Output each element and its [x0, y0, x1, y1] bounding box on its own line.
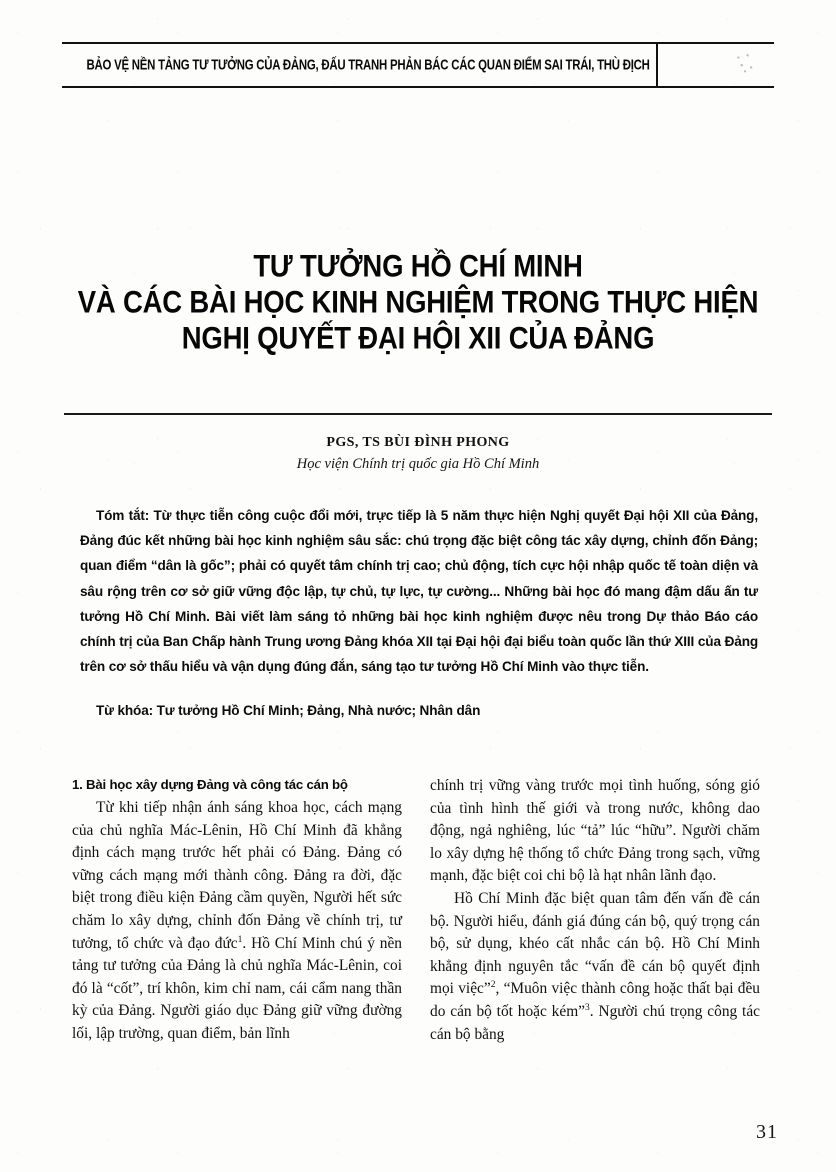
running-header-label: BẢO VỆ NỀN TẢNG TƯ TƯỞNG CỦA ĐẢNG, ĐẤU TRANH PHẢN BÁC CÁC QUAN ĐIỂM SAI TRÁI, THÙ ĐỊCH: [86, 56, 650, 74]
footnote-marker: 3: [585, 1002, 590, 1013]
author-affiliation: Học viện Chính trị quốc gia Hồ Chí Minh: [296, 456, 540, 472]
paragraph: Từ khi tiếp nhận ánh sáng khoa học, cách mạng của chủ nghĩa Mác-Lênin, Hồ Chí Minh đã khẳng định cách mạng trước hết phải có Đảng. Đảng có vững cách mạng mới thành công. Đảng ra đời, đặc biệt trong điều kiện Đảng cầm quyền, Người hết sức chăm lo xây dựng, chỉnh đốn Đảng về chính trị, tư tưởng, tổ chức và đạo đức$^1$. Hồ Chí Minh chú ý nền tảng tư tưởng của Đảng là chủ nghĩa Mác-Lênin, coi đó là “cốt”, trí khôn, kim chỉ nam, cái cẩm nang thần kỳ của Đảng. Người giáo dục Đảng giữ vững đường lối, lập trường, quan điểm, bản lĩnh: [72, 799, 402, 1042]
title-line-1: [62, 248, 774, 284]
running-header: [62, 42, 774, 88]
body-column-right: [430, 775, 760, 1123]
title-line-3: [62, 320, 774, 356]
paragraph-text: Từ khi tiếp nhận ánh sáng khoa học, cách mạng của chủ nghĩa Mác-Lênin, Hồ Chí Minh đã khẳng định cách mạng trước hết phải có Đảng. Đảng có vững cách mạng mới thành công. Đảng ra đời, đặc biệt trong điều kiện Đảng cầm quyền, Người hết sức chăm lo xây dựng, chỉnh đốn Đảng về chính trị, tư tưởng, tổ chức và đạo đức: [72, 799, 402, 952]
abstract-text: Từ thực tiễn công cuộc đổi mới, trực tiếp là 5 năm thực hiện Nghị quyết Đại hội XII của Đảng, Đảng đúc kết những bài học kinh nghiệm sâu sắc: chú trọng đặc biệt công tác xây dựng, chỉnh đốn Đảng; quan điểm “dân là gốc”; phải có quyết tâm chính trị cao; chủ động, tích cực hội nhập quốc tế toàn diện và sâu rộng trên cơ sở giữ vững độc lập, tự chủ, tự lực, tự cường... Những bài học đó mang đậm dấu ấn tư tưởng Hồ Chí Minh. Bài viết làm sáng tỏ những bài học kinh nghiệm được nêu trong Dự thảo Báo cáo chính trị của Ban Chấp hành Trung ương Đảng khóa XII tại Đại hội đại biểu toàn quốc lần thứ XIII của Đảng trên cơ sở thấu hiểu và vận dụng đúng đắn, sáng tạo tư tưởng Hồ Chí Minh vào thực tiễn.: [80, 508, 758, 675]
paragraph-text-cont: “Muôn việc thành công hoặc thất bại đều do cán bộ tốt hoặc kém”: [430, 980, 760, 1020]
paragraph-text-cont: Hồ Chí Minh chú ý nền tảng tư tưởng của Đảng là chủ nghĩa Mác-Lênin, coi đó là “cốt”, trí khôn, kim chỉ nam, cái cẩm nang thần kỳ của Đảng. Người giáo dục Đảng giữ vững đường lối, lập trường, quan điểm, bản lĩnh: [72, 934, 402, 1042]
article-title: [62, 248, 774, 355]
scan-noise-icon: [734, 52, 756, 74]
paragraph-text: Hồ Chí Minh đặc biệt quan tâm đến vấn đề cán bộ. Người hiểu, đánh giá đúng cán bộ, quý trọng cán bộ, sử dụng, khéo cất nhắc cán bộ. Hồ Chí Minh khẳng định nguyên tắc “vấn đề cán bộ quyết định mọi việc”: [430, 889, 760, 998]
paragraph: [430, 775, 760, 888]
title-divider-rule: [64, 413, 772, 415]
byline: [62, 432, 774, 476]
paragraph: Hồ Chí Minh đặc biệt quan tâm đến vấn đề cán bộ. Người hiểu, đánh giá đúng cán bộ, quý trọng cán bộ, sử dụng, khéo cất nhắc cán bộ. Hồ Chí Minh khẳng định nguyên tắc “vấn đề cán bộ quyết định mọi việc”$^2$, “Muôn việc thành công hoặc thất bại đều do cán bộ tốt hoặc kém”$^3$. Người chú trọng công tác cán bộ bằng: [430, 889, 760, 1043]
running-header-divider: [656, 44, 658, 86]
abstract-label: Tóm tắt:: [96, 508, 150, 523]
title-line-2: [62, 284, 774, 320]
keywords-block: [80, 700, 758, 722]
title-line-3-text: NGHỊ QUYẾT ĐẠI HỘI XII CỦA ĐẢNG: [181, 319, 655, 355]
body-column-left: [72, 775, 402, 1123]
body-columns: [72, 775, 766, 1123]
page-number: 31: [756, 1121, 778, 1143]
paragraph-text-tail: Người chú trọng công tác cán bộ bằng: [430, 1002, 760, 1043]
running-header-text: [62, 58, 654, 72]
footnote-marker: 2: [490, 980, 496, 991]
abstract-block: [80, 503, 758, 679]
footnote-marker: 1: [237, 934, 243, 945]
keywords-text: Tư tưởng Hồ Chí Minh; Đảng, Nhà nước; Nhân dân: [156, 703, 481, 718]
author-name: PGS, TS BÙI ĐÌNH PHONG: [326, 435, 510, 450]
keywords-label: Từ khóa:: [96, 703, 153, 718]
running-header-end-box: [660, 44, 774, 86]
title-line-2-text: VÀ CÁC BÀI HỌC KINH NGHIỆM TRONG THỰC HIỆN: [77, 283, 759, 319]
paragraph-text: chính trị vững vàng trước mọi tình huống, sóng gió của tình hình thế giới và trong nước, không dao động, ngả nghiêng, lúc “tả” lúc “hữu”. Người chăm lo xây dựng hệ thống tổ chức Đảng trong sạch, vững mạnh, đặc biệt coi chi bộ là hạt nhân lãnh đạo.: [430, 777, 760, 885]
section-heading-1: 1. Bài học xây dựng Đảng và công tác cán bộ: [72, 777, 348, 792]
title-line-1-text: TƯ TƯỞNG HỒ CHÍ MINH: [253, 247, 583, 284]
running-header-rule-bottom: [62, 86, 774, 88]
